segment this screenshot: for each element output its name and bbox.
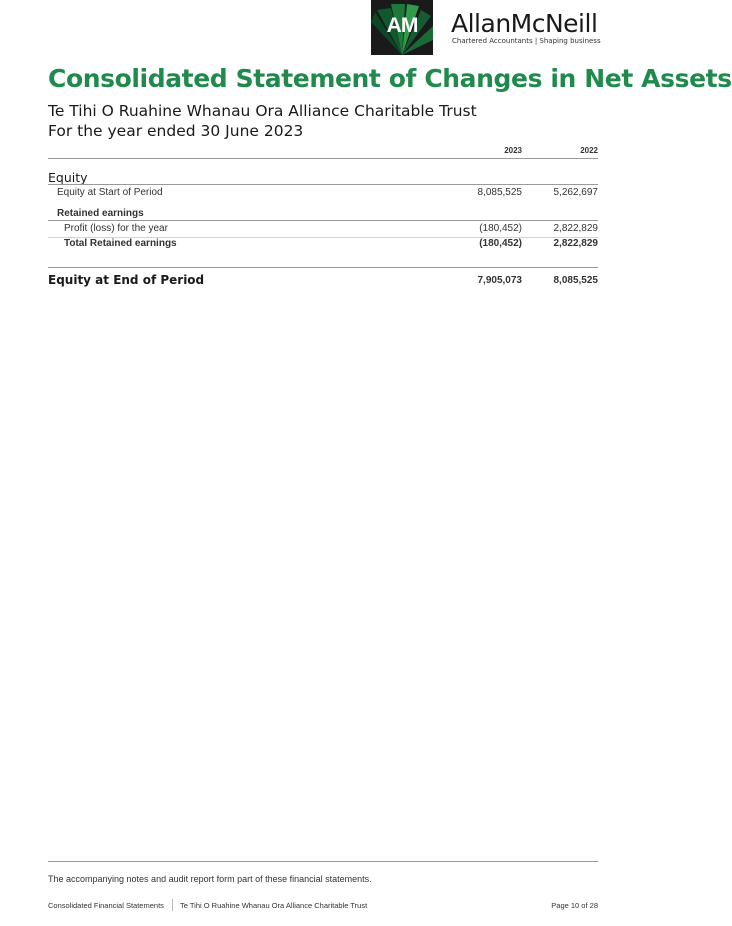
reporting-period: For the year ended 30 June 2023 (48, 122, 304, 140)
footer-separator (172, 899, 173, 911)
end-divider (48, 267, 598, 268)
value-2022: 5,262,697 (553, 187, 598, 198)
header-divider (48, 158, 598, 159)
footer-divider (48, 861, 598, 862)
section-divider (48, 184, 598, 185)
page-number: Page 10 of 28 (551, 901, 598, 910)
page-title: Consolidated Statement of Changes in Net Assets (48, 64, 732, 93)
footer-document-name: Consolidated Financial Statements (48, 901, 164, 910)
footnote: The accompanying notes and audit report form part of these financial statements. (48, 874, 372, 884)
entity-name: Te Tihi O Ruahine Whanau Ora Alliance Charitable Trust (48, 102, 477, 120)
total-2023: (180,452) (479, 238, 522, 249)
brand-name: AllanMcNeill (451, 9, 598, 38)
brand-tagline: Chartered Accountants | Shaping business (452, 37, 601, 45)
logo-mark (371, 0, 433, 55)
logo-initials: AM (386, 14, 418, 37)
row-label: Total Retained earnings (64, 238, 177, 249)
section-heading-equity: Equity (48, 170, 88, 185)
total-2022: 2,822,829 (553, 238, 598, 249)
subsection-divider (48, 220, 598, 221)
column-header-2023: 2023 (504, 146, 522, 155)
footer-entity-name: Te Tihi O Ruahine Whanau Ora Alliance Charitable Trust (180, 901, 368, 910)
row-label: Equity at Start of Period (57, 187, 163, 198)
subsection-heading-retained-earnings: Retained earnings (57, 208, 144, 219)
end-value-2022: 8,085,525 (553, 275, 598, 286)
end-value-2023: 7,905,073 (477, 275, 522, 286)
column-header-2022: 2022 (580, 146, 598, 155)
value-2023: (180,452) (479, 223, 522, 234)
value-2022: 2,822,829 (553, 223, 598, 234)
row-label-equity-end: Equity at End of Period (48, 273, 205, 287)
row-label: Profit (loss) for the year (64, 223, 168, 234)
value-2023: 8,085,525 (477, 187, 522, 198)
